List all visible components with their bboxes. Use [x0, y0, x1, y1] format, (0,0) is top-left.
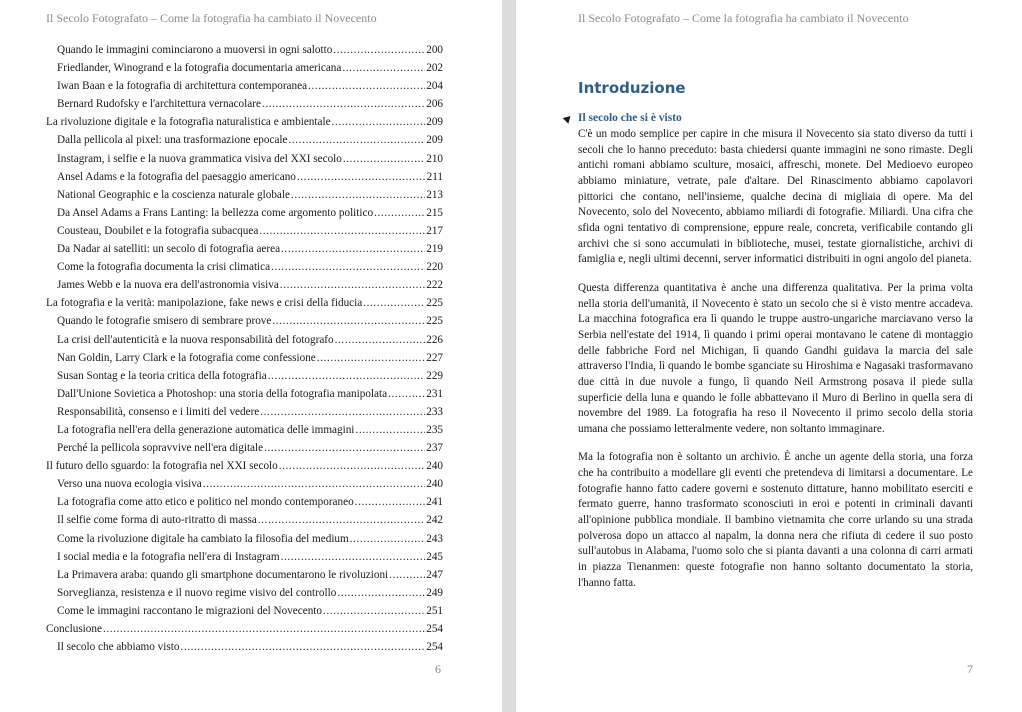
- toc-entry-title: Dall'Unione Sovietica a Photoshop: una storia della fotografia manipolata: [57, 387, 388, 400]
- toc-entry-page: 245: [426, 550, 443, 563]
- toc-entry-page: 242: [426, 514, 443, 527]
- page-number: 7: [967, 662, 973, 676]
- toc-dot-leader: [260, 403, 425, 421]
- toc-entry-title: Susan Sontag e la teoria critica della fotografia: [57, 369, 267, 382]
- toc-entry[interactable]: [46, 150, 443, 168]
- toc-entry-title: Quando le fotografie smisero di sembrare prove: [57, 315, 272, 328]
- toc-entry-page: 240: [426, 460, 443, 473]
- toc-dot-leader: [103, 620, 425, 638]
- toc-dot-leader: [335, 331, 426, 349]
- toc-entry-title: Nan Goldin, Larry Clark e la fotografia come confessione: [57, 351, 316, 364]
- toc-dot-leader: [355, 493, 426, 511]
- toc-dot-leader: [259, 222, 425, 240]
- toc-entry-page: 251: [426, 604, 443, 617]
- toc-entry-title: Il futuro dello sguardo: la fotografia nel XXI secolo: [46, 460, 278, 473]
- toc-dot-leader: [374, 204, 425, 222]
- toc-dot-leader: [297, 168, 426, 186]
- toc-dot-leader: [291, 186, 425, 204]
- toc-dot-leader: [271, 258, 425, 276]
- toc-dot-leader: [281, 240, 425, 258]
- toc-entry-page: 213: [426, 188, 443, 201]
- toc-entry[interactable]: [46, 638, 443, 656]
- toc-entry-page: 206: [426, 98, 443, 111]
- toc-entry-page: 225: [426, 315, 443, 328]
- toc-entry-title: Sorveglianza, resistenza e il nuovo regime visivo del controllo: [57, 586, 337, 599]
- toc-entry-page: 209: [426, 134, 443, 147]
- toc-entry[interactable]: [46, 331, 443, 349]
- toc-entry-title: Friedlander, Winogrand e la fotografia documentaria americana: [57, 62, 342, 75]
- toc-entry-title: National Geographic e la coscienza naturale globale: [57, 188, 290, 201]
- toc-entry-title: La fotografia come atto etico e politico nel mondo contemporaneo: [57, 496, 354, 509]
- toc-dot-leader: [333, 41, 425, 59]
- toc-entry[interactable]: [46, 59, 443, 77]
- toc-dot-leader: [308, 77, 425, 95]
- running-header: Il Secolo Fotografato – Come la fotografia ha cambiato il Novecento: [46, 11, 377, 25]
- toc-entry-title: Come le immagini raccontano le migrazioni del Novecento: [57, 604, 322, 617]
- toc-entry-page: 254: [426, 641, 443, 654]
- toc-entry-page: 204: [426, 80, 443, 93]
- paragraph: Ma la fotografia non è soltanto un archivio. È anche un agente della storia, una forza che ha contribuito a modellare gli eventi che pretendeva di limitarsi a documentare. Le fotografie hanno fatto cadere governi e sostenuto dittature, hanno mobilitato eserciti e fermato guerre, hanno trasformato sconosciuti in eroi e potenti in criminali davanti all'opinione pubblica mondiale. Il bambino vietnamita che corre urlando su una strada polverosa dopo un attacco al napalm, la donna nera che rifiuta di cedere il suo posto sull'autobus in Alabama, l'uomo solo che si pianta davanti a una colonna di carri armati in piazza Tienanmen: queste fotografie non hanno soltanto documentato la storia, l'hanno fatta.: [578, 451, 973, 589]
- toc-entry-page: 200: [426, 44, 443, 56]
- toc-dot-leader: [342, 59, 425, 77]
- toc-entry[interactable]: [46, 602, 443, 620]
- toc-entry-title: Cousteau, Doubilet e la fotografia subacquea: [57, 224, 259, 237]
- toc-entry[interactable]: [46, 403, 443, 421]
- page-right: [516, 0, 1022, 712]
- toc-entry-page: 219: [426, 243, 443, 256]
- toc-entry[interactable]: [46, 367, 443, 385]
- toc-dot-leader: [343, 150, 425, 168]
- chapter-title: Introduzione: [578, 79, 686, 97]
- toc-entry-title: La crisi dell'autenticità e la nuova responsabilità del fotografo: [57, 333, 334, 346]
- toc-entry-title: Come la fotografia documenta la crisi climatica: [57, 261, 271, 274]
- page-number: 6: [435, 662, 441, 676]
- toc-entry-page: 233: [426, 405, 443, 418]
- toc-entry[interactable]: [46, 620, 443, 638]
- toc-entry[interactable]: [46, 439, 443, 457]
- toc-entry[interactable]: [46, 566, 443, 584]
- toc-entry-page: 229: [426, 369, 443, 382]
- toc-dot-leader: [258, 511, 425, 529]
- toc-entry[interactable]: [46, 530, 443, 548]
- toc-entry[interactable]: [46, 511, 443, 529]
- toc-dot-leader: [280, 276, 425, 294]
- toc-entry-title: Verso una nuova ecologia visiva: [57, 478, 202, 491]
- toc-entry-page: 231: [426, 387, 443, 400]
- toc-entry[interactable]: [46, 258, 443, 276]
- toc-dot-leader: [323, 602, 425, 620]
- toc-entry-title: Instagram, i selfie e la nuova grammatica visiva del XXI secolo: [57, 152, 342, 165]
- page-gutter: [502, 0, 516, 712]
- toc-entry[interactable]: [46, 294, 443, 312]
- paragraph: C'è un modo semplice per capire in che misura il Novecento sia stato diverso da tutti i secoli che lo hanno preceduto: basta chiedersi quante immagini ne sono rimaste. Degli antichi romani abbiamo sculture, mosaici, affreschi, monete. Del Medioevo europeo abbiamo miniature, vetrate, pale d'altare. Del Rinascimento abbiamo capolavori pittorici che contano, nell'insieme, qualche decina di migliaia di opere. Ma del Novecento, solo del Novecento, abbiamo miliardi di fotografie. Miliardi. Una cifra che sfida ogni tentativo di comprensione, eppure reale, concreta, verificabile contando gli archivi che si sono accumulati in biblioteche, musei, testate giornalistiche, archivi di famiglia e, negli ultimi decenni, server informatici distribuiti in ogni angolo del pianeta.: [578, 128, 973, 266]
- toc-entry[interactable]: [46, 222, 443, 240]
- toc-entry[interactable]: [46, 548, 443, 566]
- toc-entry-page: 240: [426, 478, 443, 491]
- toc-entry-page: 243: [426, 532, 443, 545]
- table-of-contents: [46, 41, 443, 656]
- toc-entry-page: 215: [426, 206, 443, 219]
- toc-entry[interactable]: [46, 493, 443, 511]
- toc-dot-leader: [332, 113, 426, 131]
- toc-entry[interactable]: [46, 385, 443, 403]
- toc-entry-page: 247: [426, 568, 443, 581]
- section-title: Il secolo che si è visto: [578, 112, 682, 124]
- toc-entry-title: Ansel Adams e la fotografia del paesaggio americano: [57, 170, 296, 183]
- toc-entry[interactable]: [46, 349, 443, 367]
- toc-dot-leader: [279, 457, 425, 475]
- toc-entry-page: 220: [426, 261, 443, 274]
- toc-entry[interactable]: [46, 95, 443, 113]
- toc-entry-title: La fotografia nell'era della generazione automatica delle immagini: [57, 423, 355, 436]
- toc-entry-title: Come la rivoluzione digitale ha cambiato la filosofia del medium: [57, 532, 349, 545]
- toc-entry-page: 237: [426, 442, 443, 455]
- toc-entry[interactable]: [46, 421, 443, 439]
- toc-entry[interactable]: [46, 77, 443, 95]
- toc-dot-leader: [350, 530, 425, 548]
- toc-entry-title: Da Nadar ai satelliti: un secolo di fotografia aerea: [57, 243, 281, 256]
- toc-dot-leader: [268, 367, 426, 385]
- toc-entry-title: La fotografia e la verità: manipolazione, fake news e crisi della fiducia: [46, 297, 363, 310]
- toc-entry-title: Iwan Baan e la fotografia di architettura contemporanea: [57, 80, 308, 93]
- toc-entry-page: 235: [426, 423, 443, 436]
- toc-entry[interactable]: [46, 276, 443, 294]
- toc-dot-leader: [203, 475, 425, 493]
- toc-entry[interactable]: [46, 475, 443, 493]
- toc-entry-title: Il selfie come forma di auto-ritratto di massa: [57, 514, 257, 527]
- toc-entry-page: 241: [426, 496, 443, 509]
- toc-dot-leader: [363, 294, 425, 312]
- toc-entry-title: La rivoluzione digitale e la fotografia naturalistica e ambientale: [46, 116, 331, 129]
- toc-entry[interactable]: [46, 41, 443, 59]
- toc-dot-leader: [317, 349, 425, 367]
- toc-entry-page: 211: [426, 170, 443, 183]
- toc-entry[interactable]: [46, 204, 443, 222]
- toc-dot-leader: [264, 439, 425, 457]
- page-left: [0, 0, 502, 712]
- toc-entry-title: Responsabilità, consenso e i limiti del vedere: [57, 405, 260, 418]
- collapse-triangle-icon[interactable]: [563, 113, 574, 124]
- toc-dot-leader: [262, 95, 425, 113]
- toc-dot-leader: [388, 385, 425, 403]
- toc-entry-title: La Primavera araba: quando gli smartphone documentarono le rivoluzioni: [57, 568, 389, 581]
- toc-dot-leader: [288, 131, 425, 149]
- body-text: [578, 127, 973, 604]
- toc-entry[interactable]: [46, 113, 443, 131]
- toc-dot-leader: [281, 548, 426, 566]
- toc-entry[interactable]: [46, 131, 443, 149]
- toc-entry[interactable]: [46, 168, 443, 186]
- toc-entry[interactable]: [46, 240, 443, 258]
- toc-dot-leader: [180, 638, 425, 656]
- toc-entry[interactable]: [46, 584, 443, 602]
- toc-entry-page: 217: [426, 224, 443, 237]
- toc-entry-title: Perché la pellicola sopravvive nell'era digitale: [57, 442, 264, 455]
- toc-entry-page: 254: [426, 623, 443, 635]
- toc-entry-title: Quando le immagini cominciarono a muoversi in ogni salotto: [57, 44, 333, 56]
- toc-entry[interactable]: [46, 186, 443, 204]
- toc-dot-leader: [355, 421, 425, 439]
- toc-dot-leader: [272, 312, 425, 330]
- toc-entry-page: 210: [426, 152, 443, 165]
- toc-dot-leader: [337, 584, 425, 602]
- toc-entry-title: Bernard Rudofsky e l'architettura vernacolare: [57, 98, 261, 111]
- running-header: Il Secolo Fotografato – Come la fotografia ha cambiato il Novecento: [578, 11, 909, 25]
- toc-entry[interactable]: [46, 312, 443, 330]
- toc-entry-title: Il secolo che abbiamo visto: [57, 641, 180, 654]
- toc-entry[interactable]: [46, 457, 443, 475]
- toc-entry-page: 202: [426, 62, 443, 75]
- toc-entry-title: Da Ansel Adams a Frans Lanting: la bellezza come argomento politico: [57, 206, 374, 219]
- toc-entry-page: 226: [426, 333, 443, 346]
- toc-entry-title: I social media e la fotografia nell'era di Instagram: [57, 550, 280, 563]
- toc-entry-title: Dalla pellicola al pixel: una trasformazione epocale: [57, 134, 288, 147]
- toc-entry-title: James Webb e la nuova era dell'astronomia visiva: [57, 279, 279, 292]
- toc-entry-page: 227: [426, 351, 443, 364]
- toc-entry-page: 225: [426, 297, 443, 310]
- toc-entry-page: 222: [426, 279, 443, 292]
- toc-dot-leader: [389, 566, 425, 584]
- toc-entry-page: 249: [426, 586, 443, 599]
- toc-entry-title: Conclusione: [46, 623, 102, 635]
- paragraph: Questa differenza quantitativa è anche una differenza qualitativa. Per la prima volta nella storia dell'umanità, il Novecento è stato un secolo che si è visto mentre accadeva. La macchina fotografica era lì quando le truppe austro-ungariche marciavano verso la Serbia nell'estate del 1914, lì quando i primi operai montavano le catene di montaggio delle fabbriche Ford nel Michigan, lì quando Gandhi guidava la marcia del sale attraverso l'India, lì quando le bombe sganciate su Hiroshima e Nagasaki trasformavano due città in due nuvole a fungo, lì quando Neil Armstrong posava il piede sulla superficie della luna e quando le folle abbattevano il Muro di Berlino in quella sera di novembre del 1989. La fotografia ha reso il Novecento il primo secolo della storia umana che possiamo letteralmente vedere, non soltanto immaginare.: [578, 281, 973, 435]
- toc-entry-page: 209: [426, 116, 443, 129]
